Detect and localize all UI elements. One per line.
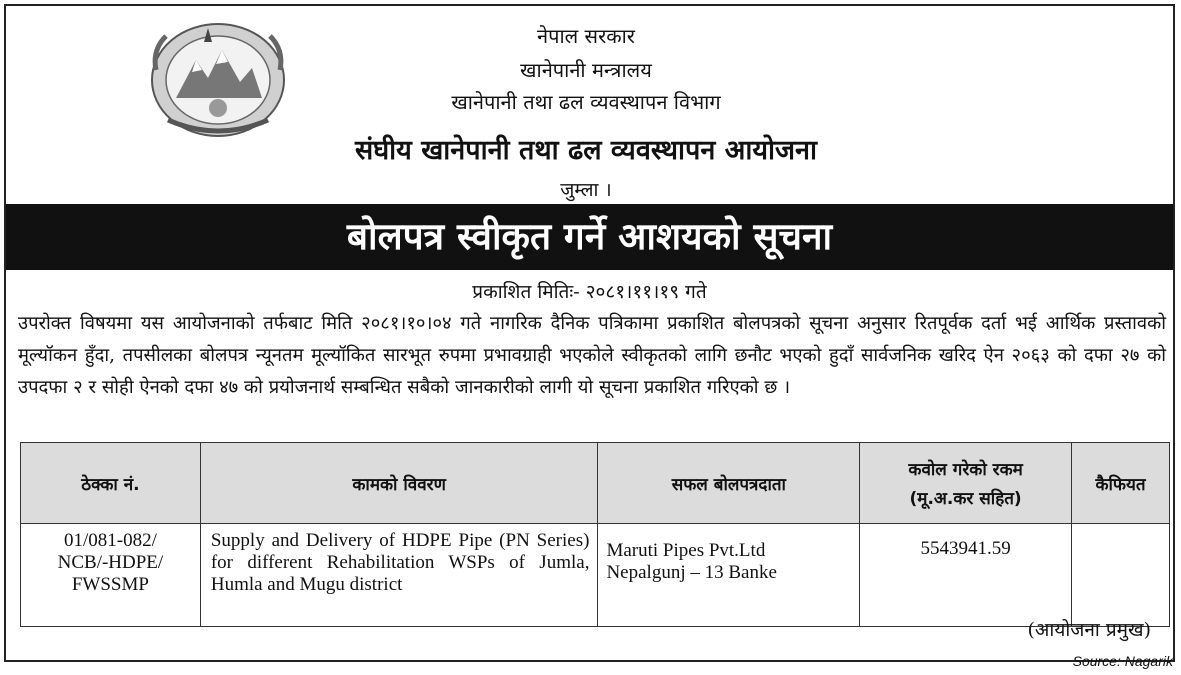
header-amount-line1: कवोल गरेको रकम — [908, 460, 1023, 480]
notice-body: उपरोक्त विषयमा यस आयोजनाको तर्फबाट मिति २०८१।१०।०४ गते नागरिक दैनिक पत्रिकामा प्रकाशित बोलपत्रको सूचना अनुसार रितपूर्वक दर्ता भई आर्थिक प्रस्तावको मूल्यॉकन हुँदा, तपसीलका बोलपत्र न्यूनतम मूल्यॉकित सारभूत रुपमा प्रभावग्राही भएकोले स्वीकृतको लागि छनौट भएको हुदॉं सार्वजनिक खरिद ऐन २०६३ को दफा २७ को उपदफा २ र सोही ऐनको दफा ४७ को प्रयोजनार्थ सम्बन्धित सबैको जानकारीको लागी यो सूचना प्रकाशित गरिएको छ । — [18, 313, 1166, 398]
government-name: नेपाल सरकार — [537, 24, 635, 48]
header-amount-line2: (मू.अ.कर सहित) — [909, 489, 1022, 509]
cell-description: Supply and Delivery of HDPE Pipe (PN Series) for different Rehabilitation WSPs of Jumla, Humla and Mugu district — [200, 524, 598, 627]
notice-frame — [4, 4, 1175, 662]
cell-amount: 5543941.59 — [860, 524, 1072, 627]
table-header-row — [21, 443, 1170, 524]
notice-title-banner: बोलपत्र स्वीकृत गर्ने आशयको सूचना — [6, 204, 1173, 270]
notice-header — [6, 6, 1173, 202]
header-description: कामको विवरण — [200, 443, 598, 524]
source-credit: Source: Nagarik — [1072, 653, 1173, 669]
header-remarks: कैफियत — [1072, 443, 1170, 524]
bidder-name: Maruti Pipes Pvt.Ltd — [606, 540, 766, 561]
tender-table — [20, 442, 1170, 627]
header-amount — [860, 443, 1072, 524]
contract-no-line2: NCB/-HDPE/ — [57, 552, 164, 573]
cell-contract-no — [21, 524, 201, 627]
contract-no-line1: 01/081-082/ — [63, 530, 157, 551]
project-location: जुम्ला । — [560, 179, 612, 201]
header-contract-no: ठेक्का नं. — [21, 443, 201, 524]
signoff: (आयोजना प्रमुख) — [1027, 619, 1151, 641]
contract-no-line3: FWSSMP — [71, 574, 149, 595]
cell-bidder — [598, 524, 860, 627]
bidder-address: Nepalgunj – 13 Banke — [606, 562, 777, 583]
project-name: संघीय खानेपानी तथा ढल व्यवस्थापन आयोजना — [354, 135, 818, 166]
table-row — [21, 524, 1170, 627]
cell-remarks — [1072, 524, 1170, 627]
ministry-name: खानेपानी मन्त्रालय — [520, 58, 652, 82]
header-bidder: सफल बोलपत्रदाता — [598, 443, 860, 524]
published-date: प्रकाशित मितिः- २०८१।११।१९ गते — [472, 281, 707, 303]
department-name: खानेपानी तथा ढल व्यवस्थापन विभाग — [451, 90, 721, 114]
nepal-government-emblem-icon — [148, 20, 288, 142]
